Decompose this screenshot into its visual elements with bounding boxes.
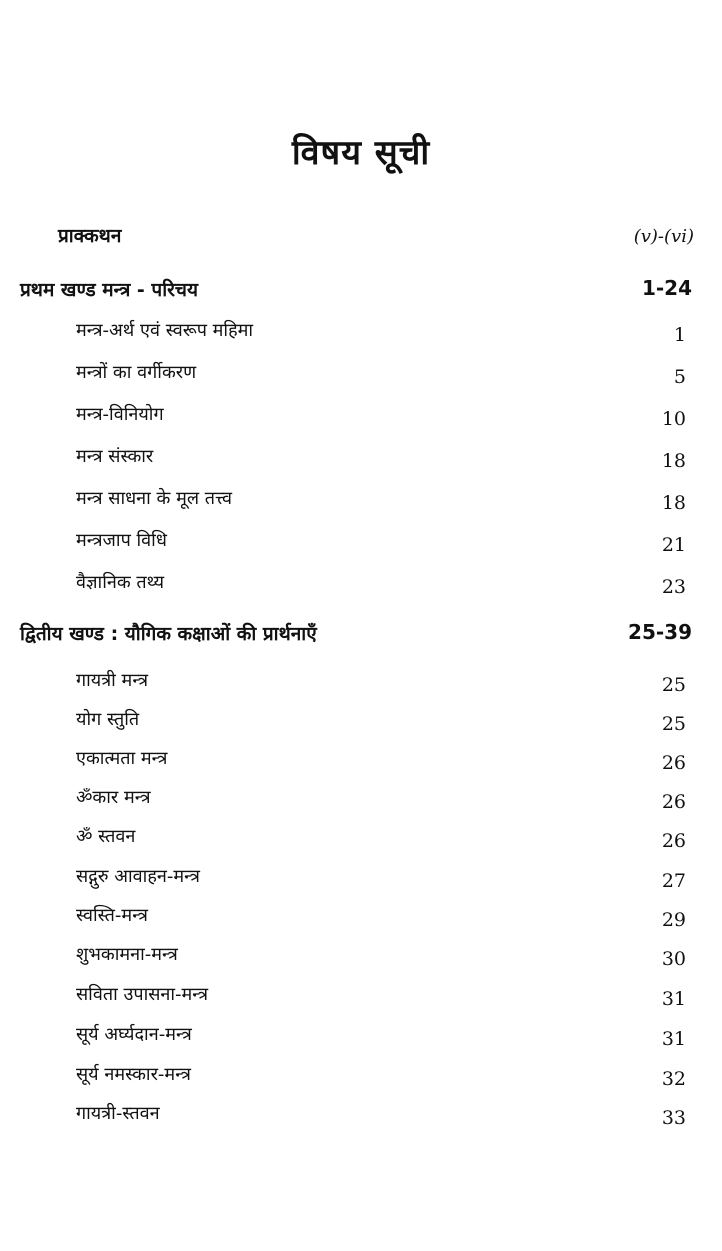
toc-entry: [0, 1062, 722, 1098]
toc-entry: [0, 824, 722, 860]
toc-entry-page: 18: [661, 450, 686, 472]
toc-entry-label: मन्त्र-अर्थ एवं स्वरूप महिमा: [76, 320, 254, 341]
toc-entry: [0, 668, 722, 704]
toc-entry-page: 31: [661, 988, 686, 1010]
toc-entry: [0, 746, 722, 782]
toc-entry-label: ॐ स्तवन: [76, 826, 136, 847]
toc-entry-page: 30: [661, 948, 686, 970]
toc-entry: [0, 1101, 722, 1137]
toc-section-label: प्रथम खण्ड मन्त्र - परिचय: [20, 279, 198, 301]
toc-entry-label: ॐकार मन्त्र: [76, 787, 151, 808]
toc-entry-label: सूर्य अर्घ्यदान-मन्त्र: [76, 1024, 192, 1045]
toc-entry: [0, 318, 722, 354]
toc-entry-page: 26: [661, 830, 686, 852]
toc-entry-label: मन्त्रजाप विधि: [76, 530, 167, 551]
toc-entry-page: 27: [661, 870, 686, 892]
toc-entry: [0, 942, 722, 978]
toc-entry-label: योग स्तुति: [76, 709, 140, 730]
toc-preface-row: [0, 222, 722, 258]
toc-entry-page: 1: [673, 324, 686, 346]
toc-preface-label: प्राक्कथन: [58, 225, 122, 247]
toc-entry-label: वैज्ञानिक तथ्य: [76, 572, 165, 593]
toc-entry-page: 18: [661, 492, 686, 514]
toc-entry-label: मन्त्र-विनियोग: [76, 404, 164, 425]
toc-entry-label: मन्त्र संस्कार: [76, 446, 154, 467]
toc-entry-page: 26: [661, 791, 686, 813]
toc-entry: [0, 486, 722, 522]
toc-section-row: [0, 620, 722, 656]
toc-entry-label: सूर्य नमस्कार-मन्त्र: [76, 1064, 191, 1085]
toc-section-page: 1-24: [641, 276, 692, 300]
toc-entry-page: 29: [661, 909, 686, 931]
toc-entry-label: गायत्री मन्त्र: [76, 670, 149, 691]
toc-entry: [0, 360, 722, 396]
toc-entry-page: 26: [661, 752, 686, 774]
toc-entry-label: मन्त्र साधना के मूल तत्त्व: [76, 488, 232, 509]
toc-entry-label: सविता उपासना-मन्त्र: [76, 984, 209, 1005]
toc-entry: [0, 864, 722, 900]
toc-entry: [0, 785, 722, 821]
toc-entry-page: 21: [661, 534, 686, 556]
toc-entry-page: 10: [661, 408, 686, 430]
toc-entry-label: स्वस्ति-मन्त्र: [76, 905, 148, 926]
toc-entry: [0, 903, 722, 939]
toc-entry-label: गायत्री-स्तवन: [76, 1103, 160, 1124]
toc-section-label: द्वितीय खण्ड : यौगिक कक्षाओं की प्रार्थनाएँ: [20, 623, 317, 645]
toc-entry: [0, 402, 722, 438]
toc-entry-page: 32: [661, 1068, 686, 1090]
toc-entry-label: एकात्मता मन्त्र: [76, 748, 168, 769]
toc-entry-page: 33: [661, 1107, 686, 1129]
toc-preface-page: (v)-(vi): [633, 226, 694, 247]
toc-entry-label: मन्त्रों का वर्गीकरण: [76, 362, 197, 383]
toc-section-page: 25-39: [628, 620, 692, 644]
toc-entry-page: 23: [661, 576, 686, 598]
toc-entry-page: 25: [661, 713, 686, 735]
toc-entry: [0, 444, 722, 480]
toc-entry: [0, 570, 722, 606]
toc-entry: [0, 1022, 722, 1058]
toc-entry-page: 5: [673, 366, 686, 388]
toc-entry-page: 31: [661, 1028, 686, 1050]
toc-entry-label: शुभकामना-मन्त्र: [76, 944, 178, 965]
page-title: विषय सूची: [291, 133, 431, 173]
toc-entry-label: सद्गुरु आवाहन-मन्त्र: [76, 866, 200, 887]
toc-entry: [0, 707, 722, 743]
toc-entry: [0, 982, 722, 1018]
toc-entry-page: 25: [661, 674, 686, 696]
toc-section-row: [0, 276, 722, 312]
toc-entry: [0, 528, 722, 564]
